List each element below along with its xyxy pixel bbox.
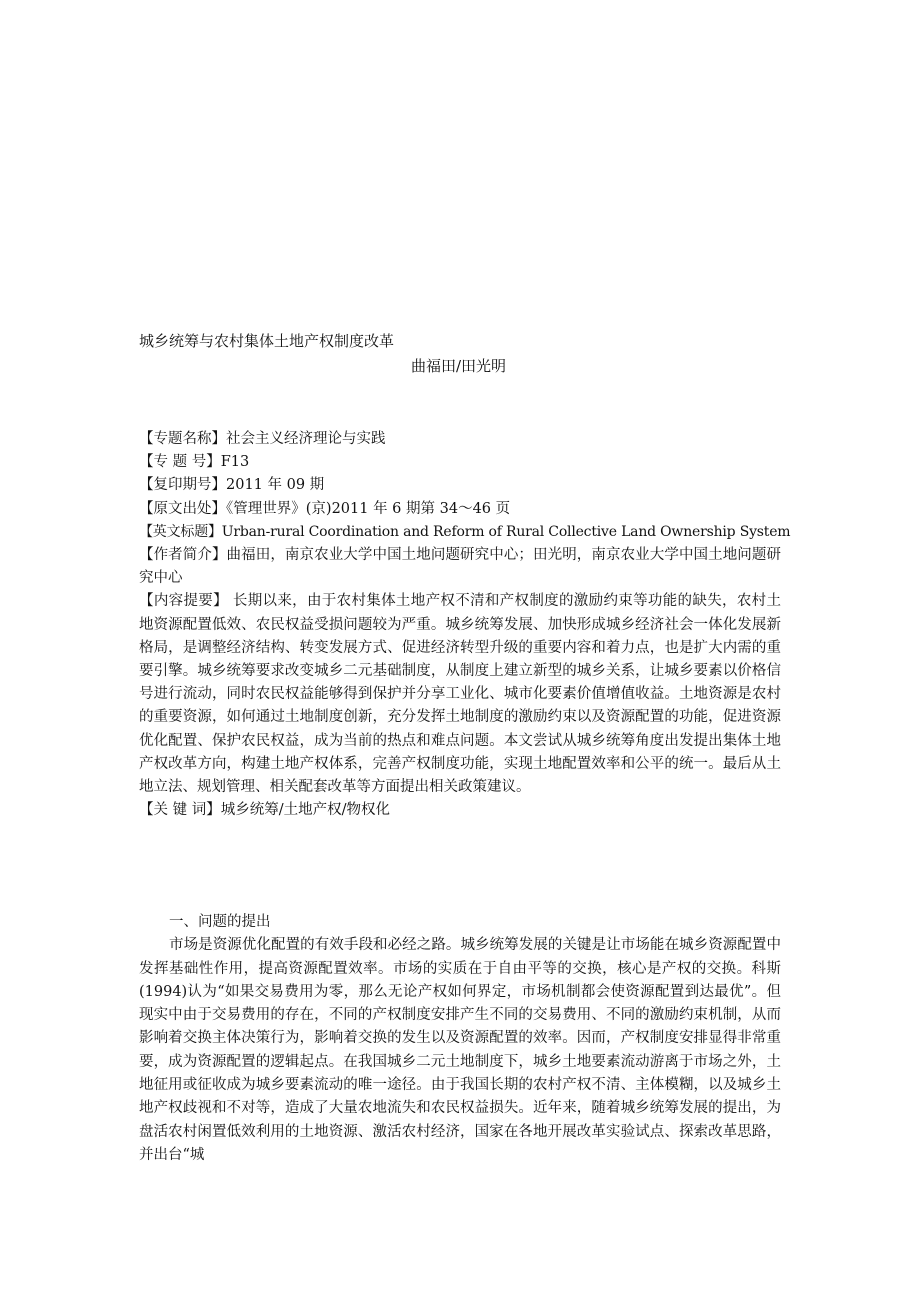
- meta-topic: 【专题名称】社会主义经济理论与实践: [139, 431, 386, 447]
- section-heading: 一、问题的提出: [169, 914, 271, 930]
- meta-author-info: 【作者简介】曲福田，南京农业大学中国土地问题研究中心；田光明，南京农业大学中国土地问题研究中心: [139, 547, 781, 587]
- article-title: 城乡统筹与农村集体土地产权制度改革: [139, 332, 395, 350]
- meta-abstract: 【内容提要】 长期以来，由于农村集体土地产权不清和产权制度的激励约束等功能的缺失，农村土地资源配置低效、农民权益受损问题较为严重。城乡统筹发展、加快形成城乡经济社会一体化发展新格局，是调整经济结构、转变发展方式、促进经济转型升级的重要内容和着力点，也是扩大内需的重要引擎。城乡统筹要求改变城乡二元基础制度，从制度上建立新型的城乡关系，让城乡要素以价格信号进行流动，同时农民权益能够得到保护并分享工业化、城市化要素价值增值收益。土地资源是农村的重要资源，如何通过土地制度创新，充分发挥土地制度的激励约束以及资源配置的功能，促进资源优化配置、保护农民权益，成为当前的热点和难点问题。本文尝试从城乡统筹角度出发提出集体土地产权改革方向，构建土地产权体系，完善产权制度功能，实现土地配置效率和公平的统一。最后从土地立法、规划管理、相关配套改革等方面提出相关政策建议。: [139, 593, 781, 796]
- body-paragraph: 市场是资源优化配置的有效手段和必经之路。城乡统筹发展的关键是让市场能在城乡资源配置中发挥基础性作用，提高资源配置效率。市场的实质在于自由平等的交换，核心是产权的交换。科斯(1994)认为“如果交易费用为零，那么无论产权如何界定，市场机制都会使资源配置到达最优”。但现实中由于交易费用的存在，不同的产权制度安排产生不同的交易费用、不同的激励约束机制，从而影响着交换主体决策行为，影响着交换的发生以及资源配置的效率。因而，产权制度安排显得非常重要，成为资源配置的逻辑起点。在我国城乡二元土地制度下，城乡土地要素流动游离于市场之外，土地征用或征收成为城乡要素流动的唯一途径。由于我国长期的农村产权不清、主体模糊，以及城乡土地产权歧视和不对等，造成了大量农地流失和农民权益损失。近年来，随着城乡统筹发展的提出，为盘活农村闲置低效利用的土地资源、激活农村经济，国家在各地开展改革实验试点、探索改革思路，并出台“城: [139, 937, 781, 1163]
- meta-topic-number: 【专 题 号】F13: [139, 454, 250, 471]
- meta-reprint-issue: 【复印期号】2011 年 09 期: [139, 477, 325, 494]
- article-metadata: [139, 428, 791, 822]
- article-authors: 曲福田/田光明: [411, 357, 507, 375]
- meta-english-title: 【英文标题】Urban-rural Coordination and Reform of Rural Collective Land Ownership System: [139, 523, 791, 540]
- meta-keywords: 【关 键 词】城乡统筹/土地产权/物权化: [139, 802, 390, 819]
- meta-source: 【原文出处】《管理世界》(京)2011 年 6 期第 34～46 页: [139, 500, 511, 517]
- article-body: [139, 911, 781, 1167]
